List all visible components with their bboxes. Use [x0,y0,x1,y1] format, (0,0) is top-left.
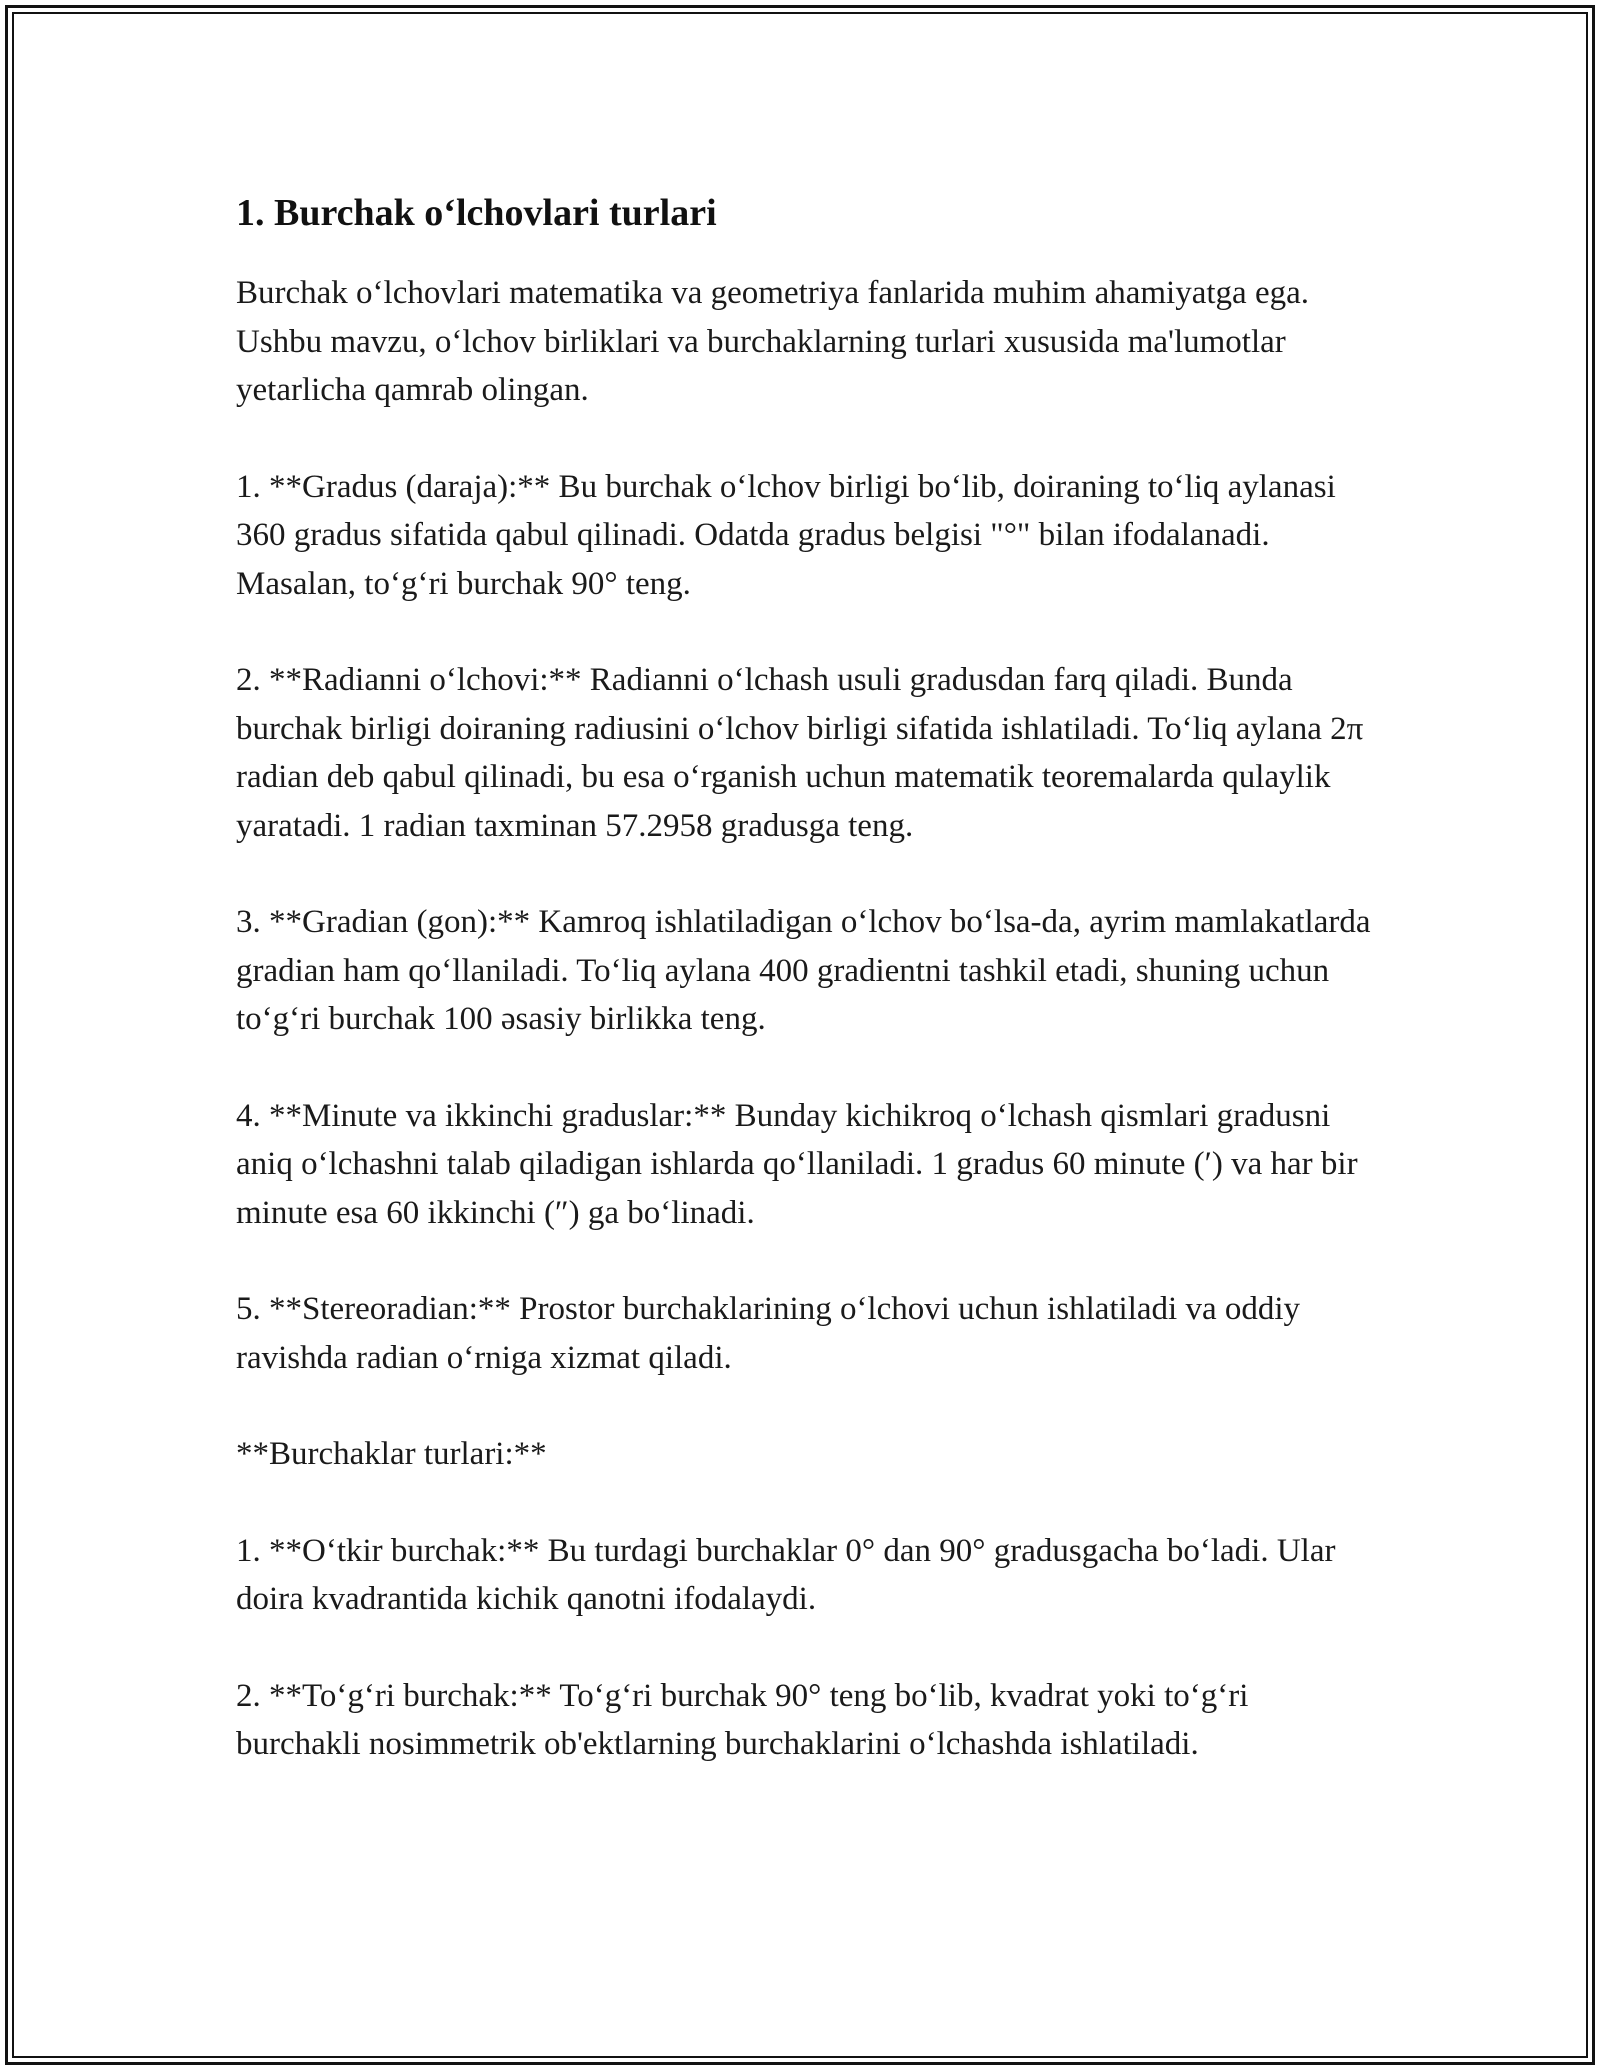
paragraph-minute: 4. **Minute va ikkinchi graduslar:** Bunday kichikroq o‘lchash qismlari gradusni aniq o‘lchashni talab qiladigan ishlarda qo‘llaniladi. 1 gradus 60 minute (′) va har bir minute esa 60 ikkinchi (″) ga bo‘linadi. [236,1097,1358,1231]
document-body [236,185,1376,1817]
paragraph-radian: 2. **Radianni o‘lchovi:** Radianni o‘lchash usuli gradusdan farq qiladi. Bunda burchak birligi doiraning radiusini o‘lchov birligi sifatida ishlatiladi. To‘liq aylana 2π radian deb qabul qilinadi, bu esa o‘rganish uchun matematik teoremalarda qulaylik yaratadi. 1 radian taxminan 57.2958 gradusga teng. [236,662,1364,844]
paragraph-stereoradian: 5. **Stereoradian:** Prostor burchaklarining o‘lchovi uchun ishlatiladi va oddiy ravishda radian o‘rniga xizmat qiladi. [236,1291,1301,1376]
paragraph-gradus: 1. **Gradus (daraja):** Bu burchak o‘lchov birligi bo‘lib, doiraning to‘liq aylanasi 360 gradus sifatida qabul qilinadi. Odatda gradus belgisi "°" bilan ifodalanadi. Masalan, to‘g‘ri burchak 90° teng. [236,468,1336,602]
section-heading: 1. Burchak o‘lchovlari turlari [236,192,717,234]
subheading-angle-types: **Burchaklar turlari:** [236,1436,547,1472]
intro-paragraph: Burchak o‘lchovlari matematika va geometriya fanlarida muhim ahamiyatga ega. Ushbu mavzu, o‘lchov birliklari va burchaklarning turlari xususida ma'lumotlar yetarlicha qamrab olingan. [236,275,1309,408]
paragraph-acute-angle: 1. **O‘tkir burchak:** Bu turdagi burchaklar 0° dan 90° gradusgacha bo‘ladi. Ular doira kvadrantida kichik qanotni ifodalaydi. [236,1532,1336,1617]
paragraph-gradian: 3. **Gradian (gon):** Kamroq ishlatiladigan o‘lchov bo‘lsa-da, ayrim mamlakatlarda gradian ham qo‘llaniladi. To‘liq aylana 400 gradientni tashkil etadi, shuning uchun to‘g‘ri burchak 100 əsasiy birlikka teng. [236,904,1371,1037]
paragraph-right-angle: 2. **To‘g‘ri burchak:** To‘g‘ri burchak 90° teng bo‘lib, kvadrat yoki to‘g‘ri burchakli nosimmetrik ob'ektlarning burchaklarini o‘lchashda ishlatiladi. [236,1677,1249,1762]
